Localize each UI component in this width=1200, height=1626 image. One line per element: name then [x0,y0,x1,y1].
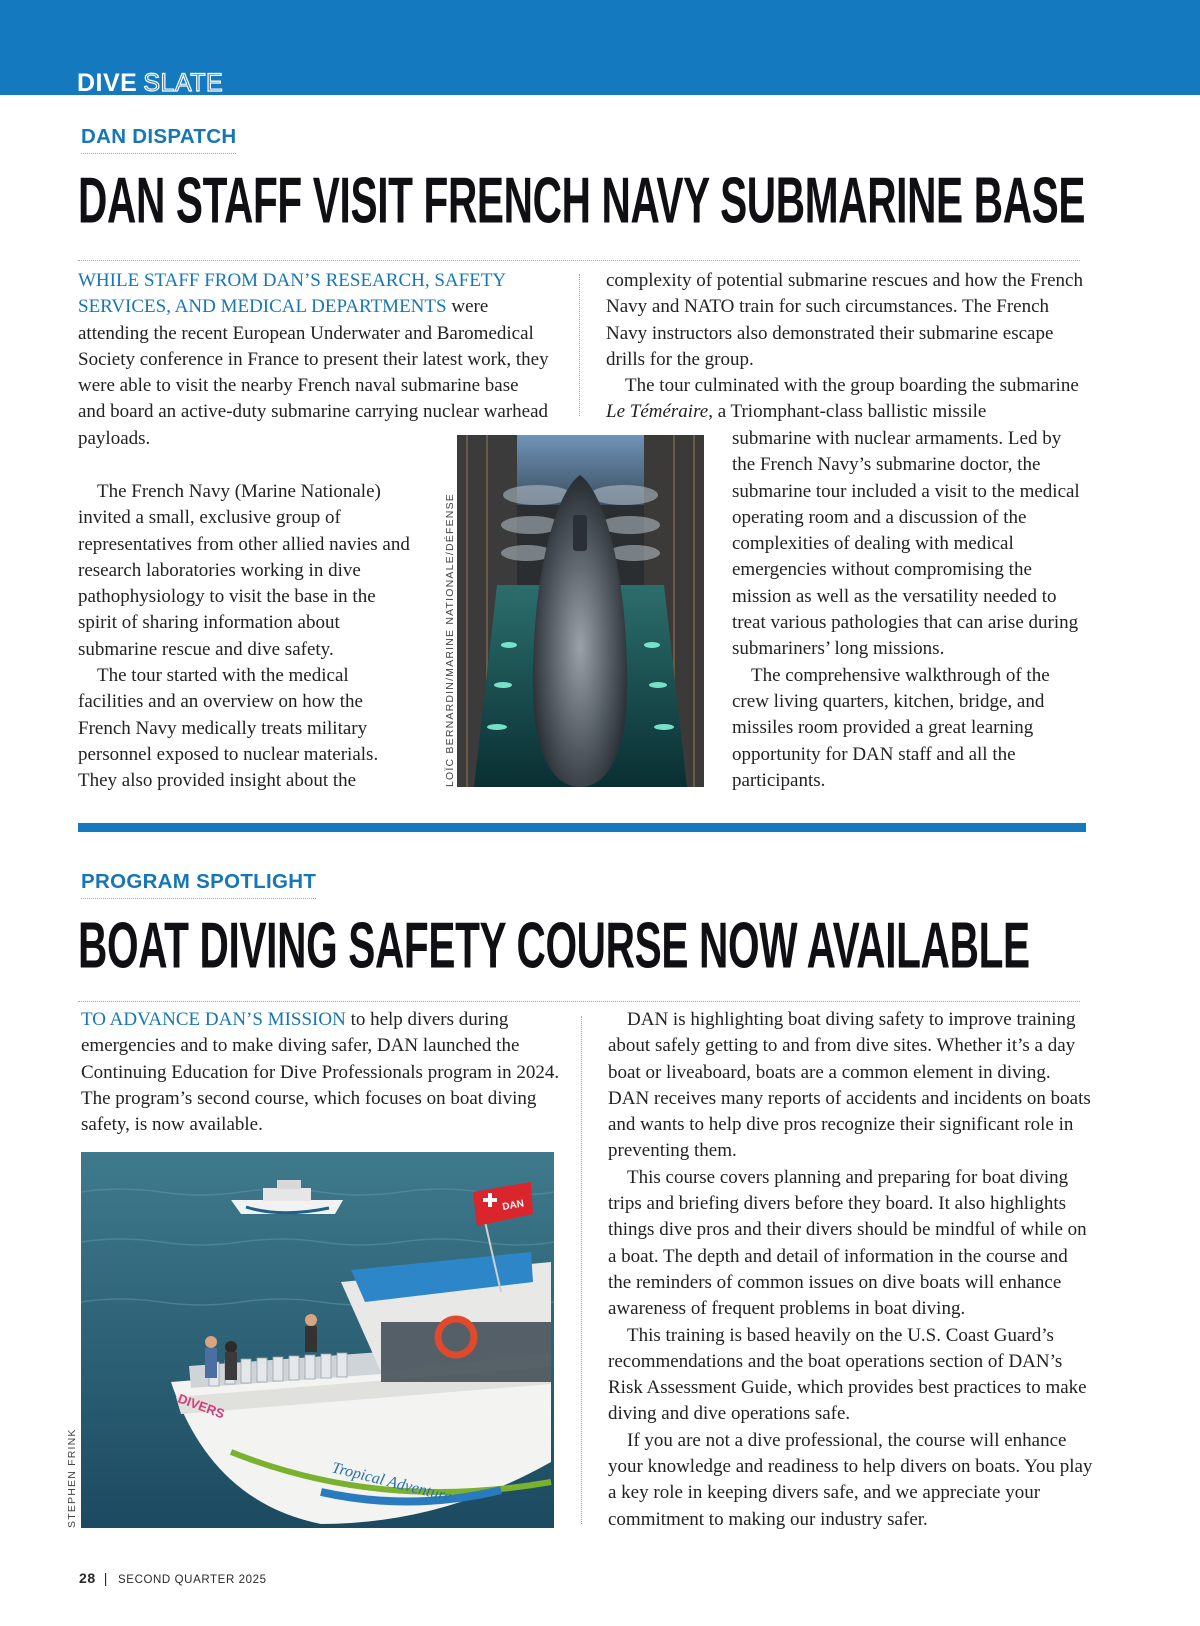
story2-rule [78,1001,1080,1002]
story1-paragraph-5b: , a Triomphant-class ballistic missile [708,401,987,423]
story2-kicker: PROGRAM SPOTLIGHT [81,870,316,899]
story1-paragraph-1: were attending the recent European Underwater and Baromedical Society conference in France to present their latest work, they were able to visit the nearby French naval submarine base and board an active-duty submarine carrying nuclear warhead payloads. [78,296,549,449]
story2-column-2 [608,1007,1094,1533]
story2-column-divider [581,1016,582,1524]
dive-boat-illustration [81,1152,554,1528]
story1-column-divider [579,274,580,416]
story1-rule [78,260,1080,261]
story1-kicker: DAN DISPATCH [81,125,236,154]
story1-column-1-top [78,268,550,452]
submarine-photo [457,435,704,787]
section-label-slate: SLATE [143,69,224,97]
page-number: 28 [79,1570,96,1586]
story1-submarine-name: Le Téméraire [606,401,709,423]
story1-paragraph-4: complexity of potential submarine rescues and how the French Navy and NATO train for such circumstances. The French Navy instructors also demonstrated their submarine escape drills for the group. [606,270,1083,370]
story1-paragraph-5c: submarine with nuclear armaments. Led by the French Navy’s submarine doctor, the submarine tour included a visit to the medical operating room and a discussion of the complexities of dealing with medical emergencies without compromising the mission as well as the versatility needed to treat various pathologies that can arise during submariners’ long missions. [732,428,1080,660]
story1-column-1-bottom [78,479,418,795]
story1-column-2-bottom [732,426,1088,794]
section-divider-bar [78,823,1086,832]
hull-text: Tropical Adventure [330,1459,454,1506]
story2-paragraph-5: If you are not a dive professional, the course will enhance your knowledge and readiness to help divers on boats. You play a key role in keeping divers safe, and we appreciate your commitment to making our industry safer. [608,1429,1093,1530]
story2-paragraph-2: DAN is highlighting boat diving safety to improve training about safely getting to and from dive sites. Whether it’s a day boat or liveaboard, boats are a common element in diving. DAN receives many reports of accidents and incidents on boats and wants to help dive pros recognize their significant role in preventing them. [608,1009,1091,1162]
story2-paragraph-4: This training is based heavily on the U.S. Coast Guard’s recommendations and the boat operations section of DAN’s Risk Assessment Guide, which provides best practices to make diving and dive operations safe. [608,1324,1087,1425]
story2-paragraph-1: to help divers during emergencies and to make diving safer, DAN launched the Continuing Education for Dive Professionals program in 2024. The program’s second course, which focuses on boat diving safety, is now available. [81,1009,560,1136]
story2-column-1 [81,1007,565,1138]
story1-headline: DAN STAFF VISIT FRENCH NAVY SUBMARINE BASE [78,164,1086,237]
section-label-dive: DIVE [77,69,138,97]
story1-paragraph-5a: The tour culminated with the group boarding the submarine [625,375,1079,397]
flag-text: DAN [501,1198,525,1213]
dive-boat-photo [81,1152,554,1528]
story1-paragraph-2: The French Navy (Marine Nationale) invited a small, exclusive group of representatives from other allied navies and research laboratories working in dive pathophysiology to visit the base in the spirit of sharing information about submarine rescue and dive safety. [78,481,410,660]
story2-headline: BOAT DIVING SAFETY COURSE NOW AVAILABLE [78,909,1030,982]
submarine-photo-credit: LOÏC BERNARDIN/MARINE NATIONALE/DÉFENSE [444,493,456,787]
issue-label: SECOND QUARTER 2025 [118,1574,267,1586]
story1-lead-in: WHILE STAFF FROM DAN’S RESEARCH, SAFETY SERVICES, AND MEDICAL DEPARTMENTS [78,270,506,318]
section-label [77,70,223,96]
story1-paragraph-6: The comprehensive walkthrough of the crew living quarters, kitchen, bridge, and missiles room provided a great learning opportunity for DAN staff and all the participants. [732,664,1050,791]
hull-side-text: DIVERS [175,1390,227,1422]
story1-column-2-top [606,268,1092,426]
story2-paragraph-3: This course covers planning and preparing for boat diving trips and briefing divers before they board. It also highlights things dive pros and their divers should be mindful of while on a boat. The depth and detail of information in the course and the reminders of common issues on dive boats will enhance awareness of frequent problems in boat diving. [608,1166,1087,1320]
page-footer [79,1570,267,1586]
boat-photo-credit: STEPHEN FRINK [66,1428,78,1528]
story2-lead-in: TO ADVANCE DAN’S MISSION [81,1009,346,1030]
submarine-illustration [457,435,704,787]
footer-separator: | [103,1570,109,1586]
story1-paragraph-3: The tour started with the medical facilities and an overview on how the French Navy medically treats military personnel exposed to nuclear materials. They also provided insight about the [78,665,379,792]
